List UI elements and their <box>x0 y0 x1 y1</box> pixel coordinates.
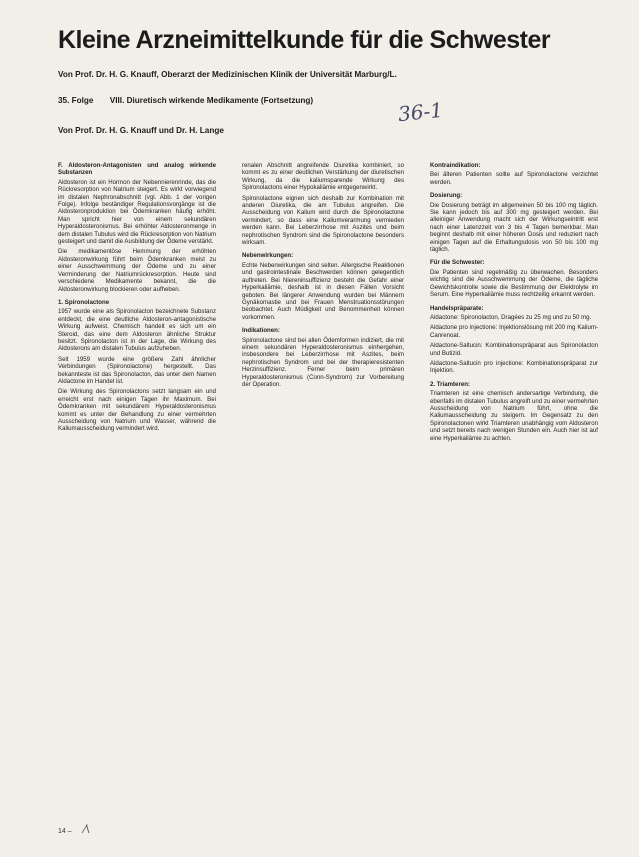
handwritten-note: 36-1 <box>396 97 445 127</box>
paragraph: renalen Abschnitt angreifende Diuretika kombiniert, so kommt es zu einer deutlichen Verstärkung der diuretischen Wirkung, da die kaliumsparende Wirkung des Spironolactons einer Hypokaliämie entgegenwirkt. <box>242 162 404 192</box>
paragraph: Die Wirkung des Spironolactons setzt langsam ein und erreicht erst nach einigen Tagen ihr Maximum. Bei Ödemkranken mit sekundärem Hyperaldosteronismus kommt es unter der Behandlung zu einer vermehrten Ausscheidung von Natrium und Wasser, während die Kaliumausscheidung vermindert wird. <box>58 388 216 433</box>
nurse-heading: Für die Schwester: <box>430 259 485 267</box>
authors-line: Von Prof. Dr. H. G. Knauff und Dr. H. Lange <box>58 126 224 135</box>
text-column-3 <box>430 162 598 810</box>
paragraph: Seit 1959 wurde eine größere Zahl ähnlicher Verbindungen (Spironolactone) hergestellt. Das bekannteste ist das Spironolacton, das unter dem Namen Aldactone im Handel ist. <box>58 355 216 385</box>
paragraph: Die Dosierung beträgt im allgemeinen 50 bis 100 mg täglich. Sie kann jedoch bis auf 300 mg gesteigert werden. Bei alleiniger Anwendung macht sich der Wirkungseintritt erst nach einer Latenzzeit von 3 bis 4 Tagen bemerkbar. Man beginnt deshalb mit einer höheren Dosis und reduziert nach einigen Tagen auf die Erhaltungsdosis von 50 bis 100 mg täglich. <box>430 201 598 254</box>
preparation-item: Aldactone-Saltucin pro injectione: Kombinationspräparat zur Injektion. <box>430 359 598 375</box>
section-heading: F. Aldosteron-Antagonisten und analog wirkende Substanzen <box>58 162 216 177</box>
paragraph: Triamteren ist eine chemisch andersartige Verbindung, die ebenfalls im distalen Tubulus angreift und zu einer vermehrten Ausscheidung von Natrium führt, ohne die Kaliumausscheidung zu steigern. Im Gegensatz zu den Spironolactonen wirkt Triamteren unabhängig vom Aldosteron und setzt bereits nach wenigen Stunden ein. Auch hier ist auf eine Hyperkaliämie zu achten. <box>430 390 598 442</box>
paragraph: Aldosteron ist ein Hormon der Nebennierenrinde, das die Rückresorption von Natrium steigert. Es wirkt vorwiegend im distalen Nephronabschnitt (vgl. Abb. 1 der vorigen Folge). Infolge beständiger Regulationsvorgänge ist die Aldosteronproduktion bei Ödemkranken häufig erhöht. Man spricht hier von einem sekundären Hyperaldosteronismus. Bei erhöhter Aldosteronmenge in dem distalen Tubulus wird die Rückresorption von Natrium gesteigert und damit die Ausbildung der Ödeme verstärkt. <box>58 178 216 246</box>
paragraph: Echte Nebenwirkungen sind selten. Allergische Reaktionen und gastrointestinale Beschwerden können gelegentlich auftreten. Bei Niereninsuffizienz besteht die Gefahr einer Hyperkaliämie, deshalb ist in diesen Fällen Vorsicht geboten. Bei längerer Anwendung wurden bei Männern Gynäkomastie und bei Frauen Menstruationsstörungen beobachtet. Auch Müdigkeit und Benommenheit können vorkommen. <box>242 261 404 321</box>
preparation-item: Aldactone-Saltucin: Kombinationspräparat aus Spironolacton und Butizid. <box>430 342 598 357</box>
author-byline: Von Prof. Dr. H. G. Knauff, Oberarzt der Medizinischen Klinik der Universität Marburg/L. <box>58 70 397 79</box>
pen-mark-icon: ⁄\ <box>84 822 90 836</box>
preparation-item: Aldactone pro injectione: Injektionslösung mit 200 mg Kalium-Canrenoat. <box>430 324 598 339</box>
preparation-item: Aldactone: Spironolacton, Dragées zu 25 mg und zu 50 mg. <box>430 313 592 321</box>
side-effects-heading: Nebenwirkungen: <box>242 252 294 260</box>
paragraph: Spironolactone sind bei allen Ödemformen indiziert, die mit einem sekundären Hyperaldosteronismus einhergehen, insbesondere bei Leberzirrhose mit Aszites, beim nephrotischen Syndrom und bei der therapieresistenten Herzinsuffizienz. Ferner beim primären Hyperaldosteronismus (Conn-Syndrom) zur Vorbereitung der Operation. <box>242 336 404 388</box>
paragraph: Spironolactone eignen sich deshalb zur Kombination mit anderen Diuretika, die am Tubulus angreifen. Die Ausscheidung von Kalium wird durch die Spironolactone vermindert, so dass eine Kaliumverarmung vermieden werden kann. Bei Leberzirrhose mit Aszites und beim nephrotischen Syndrom sind die Spironolactone besonders wirksam. <box>242 194 404 247</box>
page-number: 14 – <box>58 828 72 835</box>
series-row <box>58 96 618 105</box>
sub-heading: 1. Spironolactone <box>58 298 110 306</box>
section-subtitle: VIII. Diuretisch wirkende Medikamente (Fortsetzung) <box>109 96 314 105</box>
paragraph: Die Patienten sind regelmäßig zu überwachen. Besonders wichtig sind die Ausschwemmung der Ödeme, die tägliche Gewichtskontrolle sowie die Bestimmung der Elektrolyte im Serum. Eine Hyperkaliämie muss rechtzeitig erkannt werden. <box>430 268 598 299</box>
paragraph: Bei älteren Patienten sollte auf Spironolactone verzichtet werden. <box>430 171 598 186</box>
triamteren-heading: 2. Triamteren: <box>430 380 470 388</box>
paragraph: 1957 wurde eine als Spironolacton bezeichnete Substanz entdeckt, die eine deutliche Aldosteron-antagonistische Wirkung aufweist. Chemisch handelt es sich um ein Steroid, das eine dem Aldosteron ähnliche Struktur besitzt. Spironolacton ist in der Lage, die Wirkung des Aldosterons am distalen Tubulus aufzuheben. <box>58 308 216 353</box>
indications-heading: Indikationen: <box>242 327 280 335</box>
series-number: 35. Folge <box>58 96 94 105</box>
dosage-heading: Dosierung: <box>430 192 463 200</box>
text-column-1 <box>58 162 216 810</box>
preparations-heading: Handelspräparate: <box>430 304 484 312</box>
paragraph: Die medikamentöse Hemmung der erhöhten Aldosteronwirkung führt beim Ödemkranken meist zu einer Ausschwemmung der Ödeme und zu einer Verminderung der Natriumrückresorption. Heute sind verschiedene Medikamente bekannt, die die Aldosteronwirkung blockieren oder aufheben. <box>58 248 216 293</box>
page-title: Kleine Arzneimittelkunde für die Schwester <box>58 26 551 54</box>
contraindication-heading: Kontraindikation: <box>430 162 481 169</box>
text-column-2 <box>242 162 404 810</box>
